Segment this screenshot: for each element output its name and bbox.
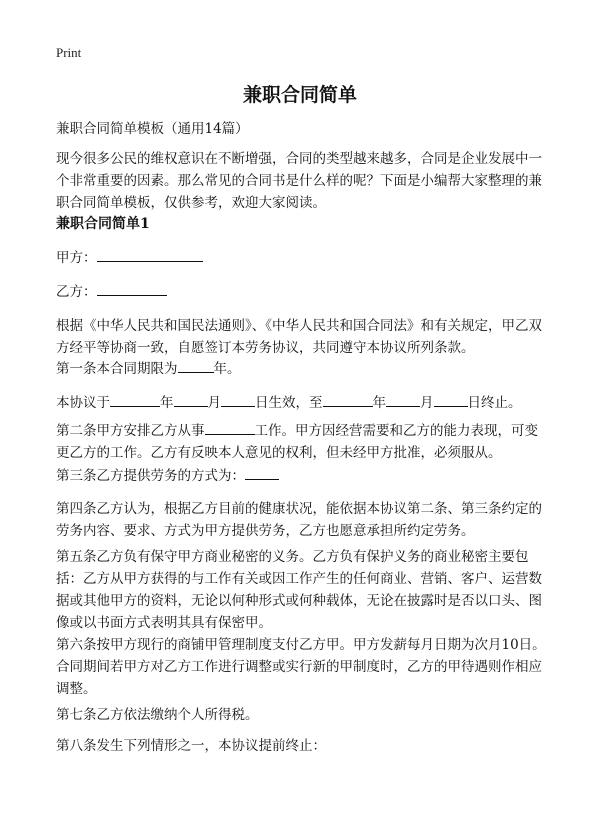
term-text-1: 本协议于 xyxy=(56,395,110,411)
party-a-label: 甲方： xyxy=(56,250,97,266)
term-text-2: 年 xyxy=(160,395,174,411)
article-1 xyxy=(56,358,546,380)
job-blank xyxy=(205,420,255,435)
end-day-blank xyxy=(434,392,468,407)
start-month-blank xyxy=(174,392,208,407)
term-text-4: 日生效，至 xyxy=(255,395,323,411)
article-5: 第五条乙方负有保守甲方商业秘密的义务。乙方负有保护义务的商业秘密主要包括：乙方从甲方获得的与工作有关或因工作产生的任何商业、营销、客户、运营数据或其他甲方的资料，无论以何种形式或何种载体，无论在披露时是否以口头、图像或以书面方式表明其具有保密甲。 xyxy=(56,549,542,631)
article-2-text: 第二条甲方安排乙方从事 xyxy=(56,423,205,439)
article-6: 第六条按甲方现行的商铺甲管理制度支付乙方甲。甲方发薪每月日期为次月10日。合同期间若甲方对乙方工作进行调整或实行新的甲制度时，乙方的甲待遇则作相应调整。 xyxy=(56,637,546,697)
party-b-blank xyxy=(97,281,167,296)
article-4: 第四条乙方认为，根据乙方目前的健康状况，能依据本协议第二条、第三条约定的劳务内容、要求、方式为甲方提供劳务，乙方也愿意承担所约定劳务。 xyxy=(56,501,542,539)
party-b-label: 乙方： xyxy=(56,284,97,300)
term-line xyxy=(56,392,546,414)
article-1-text: 第一条本合同期限为 xyxy=(56,361,178,377)
term-years-blank xyxy=(178,358,214,373)
service-method-blank xyxy=(245,465,279,480)
subtitle: 兼职合同简单模板（通用14篇） xyxy=(56,121,249,137)
end-year-blank xyxy=(323,392,373,407)
intro-paragraph: 现今很多公民的维权意识在不断增强，合同的类型越来越多，合同是企业发展中一个非常重要的因素。那么常见的合同书是什么样的呢？下面是小编帮大家整理的兼职合同简单模板，仅供参考，欢迎大家阅读。 xyxy=(56,151,542,211)
article-3-text: 第三条乙方提供劳务的方式为： xyxy=(56,468,245,484)
term-text-6: 月 xyxy=(420,395,434,411)
start-year-blank xyxy=(110,392,160,407)
article-8: 第八条发生下列情形之一，本协议提前终止： xyxy=(56,738,326,754)
article-7: 第七条乙方依法缴纳个人所得税。 xyxy=(56,707,259,723)
print-label[interactable]: Print xyxy=(56,45,82,60)
party-a-blank xyxy=(97,247,203,262)
end-month-blank xyxy=(386,392,420,407)
article-2-suffix: 工作。甲方因经营需要和乙方的能力表现，可变更乙方的工作。乙方有反映本人意见的权利，但未经甲方批准，必须服从。 xyxy=(56,423,538,461)
document-title: 兼职合同简单 xyxy=(242,84,357,106)
section-heading: 兼职合同简单1 xyxy=(56,216,150,232)
article-2 xyxy=(56,420,546,464)
term-text-5: 年 xyxy=(372,395,386,411)
article-1-suffix: 年。 xyxy=(213,361,241,377)
basis-paragraph: 根据《中华人民共和国民法通则》、《中华人民共和国合同法》和有关规定，甲乙双方经平等协商一致，自愿签订本劳务协议，共同遵守本协议所列条款。 xyxy=(56,318,542,356)
term-text-7: 日终止。 xyxy=(467,395,522,411)
party-a-line xyxy=(56,247,546,269)
start-day-blank xyxy=(221,392,255,407)
article-3 xyxy=(56,465,546,487)
term-text-3: 月 xyxy=(207,395,221,411)
party-b-line xyxy=(56,281,546,303)
